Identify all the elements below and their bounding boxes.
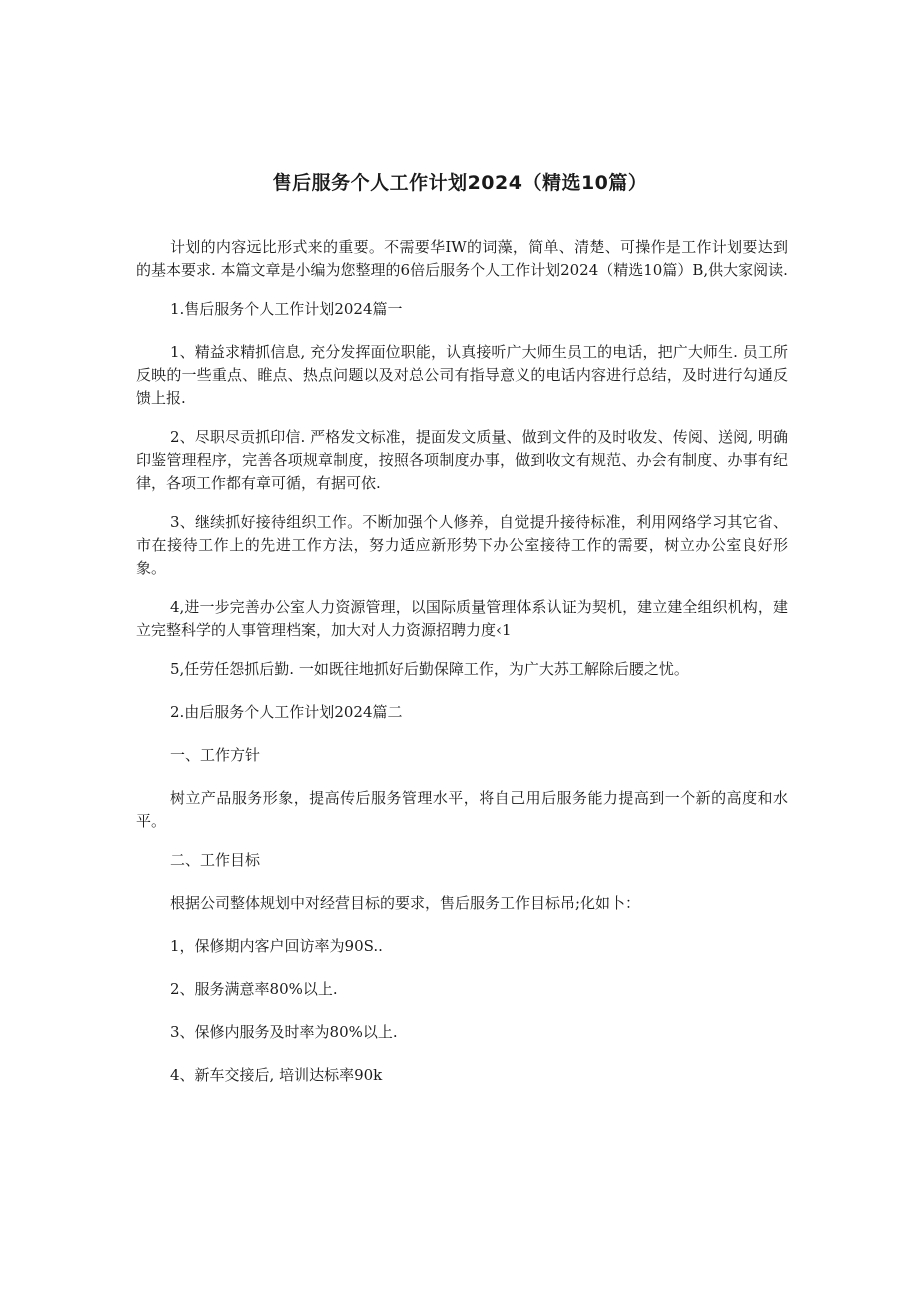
intro-paragraph: 计划的内容远比形式来的重要。不需要华IW的词藻，简单、清楚、可操作是工作计划要达到的基本要求. 本篇文章是小编为您整理的6倍后服务个人工作计划2024（精选10篇）B,供大家阅读. xyxy=(136,238,788,279)
paragraph-item-3: 3、继续抓好接待组织工作。不断加强个人修养，自觉提升接待标准，利用网络学习其它省、市在接待工作上的先进工作方法，努力适应新形势下办公室接待工作的需要，树立办公室良好形象。 xyxy=(136,513,788,577)
goal-item-3: 3、保修内服务及时率为80%以上. xyxy=(170,1023,398,1041)
work-goals-intro: 根据公司整体规划中对经营目标的要求，售后服务工作目标吊;化如卜： xyxy=(170,894,641,912)
document-body xyxy=(136,236,788,1107)
section-heading-2: 2.由后服务个人工作计划2024篇二 xyxy=(170,703,403,721)
document-title: 售后服务个人工作计划2024（精选10篇） xyxy=(272,172,648,194)
paragraph-item-1: 1、精益求精抓信息, 充分发挥面位职能，认真接听广大师生员工的电话，把广大师生. 员工所反映的一些重点、睢点、热点问题以及对总公司有指导意义的电话内容进行总结，及时进行勾通反馈上报. xyxy=(136,343,788,407)
paragraph-item-2: 2、尽职尽贡抓印信. 严格发文标准，提面发文质量、做到文件的及时收发、传阅、送阅, 明确印鉴管理程序，完善各项规章制度，按照各项制度办事，做到收文有规范、办会有制度、办事有纪律，各项工作都有章可循，有据可依. xyxy=(136,428,788,492)
goal-item-1: 1，保修期内客户回访率为90S.. xyxy=(170,937,383,955)
work-policy-paragraph: 树立产品服务形象，提高传后服务管理水平，将自己用后服务能力提高到一个新的高度和水平。 xyxy=(136,789,788,830)
paragraph-item-4: 4,进一步完善办公室人力资源管理，以国际质量管理体系认证为契机，建立建全组织机构，建立完整科学的人事管理档案，加大对人力资源招聘力度‹1 xyxy=(136,598,788,639)
subheading-work-policy: 一、工作方针 xyxy=(170,746,261,764)
section-heading-1: 1.售后服务个人工作计划2024篇一 xyxy=(170,300,403,318)
subheading-work-goals: 二、工作目标 xyxy=(170,851,261,869)
paragraph-item-5: 5,任劳任怨抓后勤. 一如既往地抓好后勤保障工作，为广大苏工解除后腰之忧。 xyxy=(170,660,689,678)
goal-item-2: 2、服务满意率80%以上. xyxy=(170,980,338,998)
goal-item-4: 4、新车交接后, 培训达标率90k xyxy=(170,1066,383,1084)
